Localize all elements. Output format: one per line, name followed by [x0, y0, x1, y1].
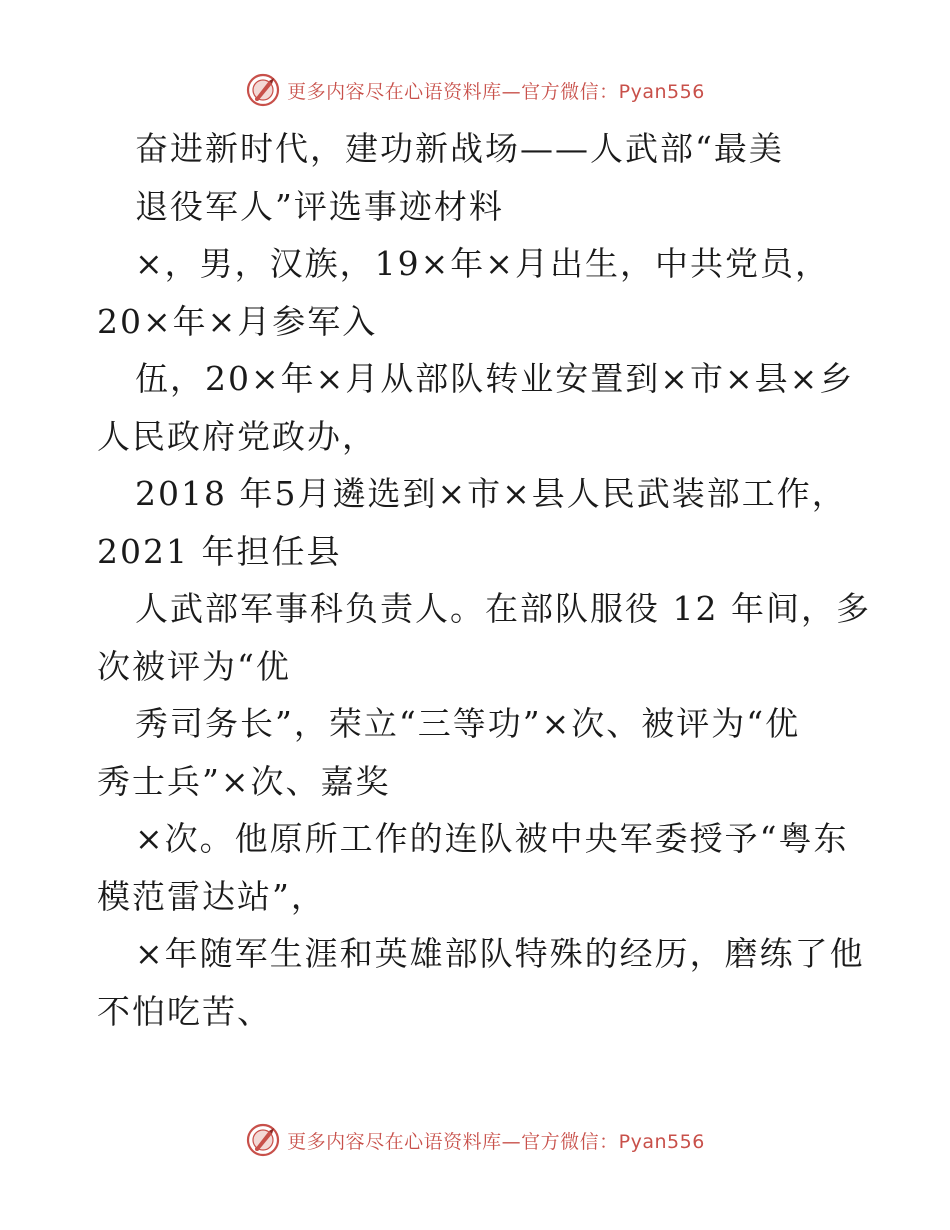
- text-line: 奋进新时代，建功新战场——人武部“最美: [135, 129, 784, 168]
- text-line: 伍，20×年×月从部队转业安置到×市×县×乡: [135, 359, 855, 398]
- document-body: [97, 120, 871, 1040]
- text-line: 20×年×月参军入: [97, 301, 378, 341]
- text-line: 人民政府党政办，: [97, 416, 377, 456]
- text-line: ×年随军生涯和英雄部队特殊的经历，磨练了他: [135, 934, 865, 973]
- text-line: 模范雷达站”，: [97, 876, 326, 916]
- text-line: 退役军人”评选事迹材料: [135, 186, 504, 226]
- text-line: 2021 年担任县: [97, 531, 342, 571]
- quill-pen-badge-icon: [245, 72, 281, 108]
- text-line: ×次。他原所工作的连队被中央军委授予“粤东: [135, 819, 849, 858]
- header-watermark-banner: [0, 70, 950, 110]
- quill-pen-badge-icon: [245, 1122, 281, 1158]
- footer-watermark-text: 更多内容尽在心语资料库—官方微信：Pyan556: [287, 1130, 705, 1153]
- footer-watermark-banner: [0, 1120, 950, 1160]
- text-line: 不怕吃苦、: [97, 991, 272, 1031]
- text-line: 次被评为“优: [97, 646, 291, 686]
- text-line: 秀司务长”，荣立“三等功”×次、被评为“优: [135, 704, 801, 743]
- text-line: 人武部军事科负责人。在部队服役 12 年间，多: [135, 589, 871, 628]
- text-line: ×，男，汉族，19×年×月出生，中共党员，: [135, 244, 830, 283]
- text-line: 秀士兵”×次、嘉奖: [97, 761, 391, 801]
- text-line: 2018 年5月遴选到×市×县人民武装部工作，: [135, 474, 847, 513]
- header-watermark-text: 更多内容尽在心语资料库—官方微信：Pyan556: [287, 80, 705, 103]
